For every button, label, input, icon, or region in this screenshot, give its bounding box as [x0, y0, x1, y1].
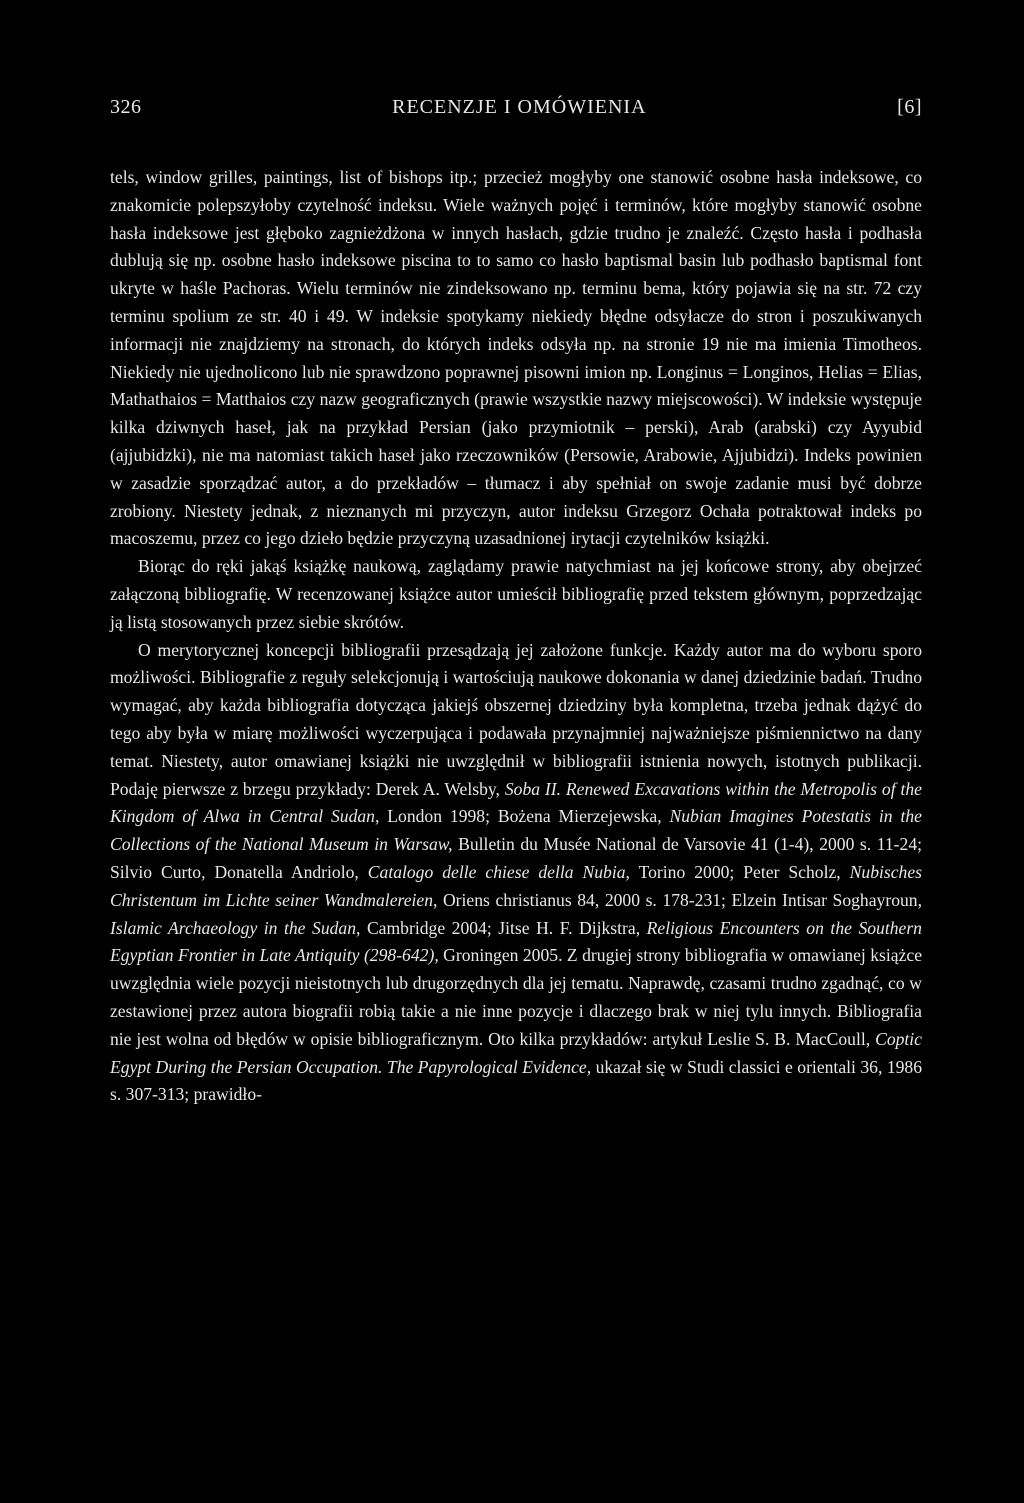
text-segment: O merytorycznej koncepcji bibliografii przesądzają jej założone funkcje. Każdy autor ma do wyboru sporo możliwości. Bibliografie z reguły selekcjonują i wartościują naukowe dokonania w danej dziedzinie badań. Trudno wymagać, aby każda bibliografia dotycząca jakiejś obszernej dziedziny była kompletna, trzeba jednak dążyć do tego aby była w miarę możliwości wyczerpująca i podawała przynajmniej najważniejsze piśmiennictwo na dany temat. Niestety, autor omawianej książki nie uwzględnił w bibliografii istnienia nowych, istotnych publikacji. Podaję pierwsze z brzegu przykłady: Derek A. Welsby, — [110, 639, 922, 799]
text-segment: tels, window grilles, paintings, list of bishops itp.; przecież mogłyby one stanowić osobne hasła indeksowe, co znakomicie polepszyłoby czytelność indeksu. Wiele ważnych pojęć i terminów, które mogłyby stanowić osobne hasła indeksowe jest głęboko zagnieżdżona w innych hasłach, gdzie trudno je znaleźć. Często hasła i podhasła dublują się np. osobne hasło indeksowe piscina to to samo co hasło baptismal basin lub podhasło baptismal font ukryte w haśle Pachoras. Wielu terminów nie zindeksowano np. terminu bema, który pojawia się na str. 72 czy terminu spolium ze str. 40 i 49. W indeksie spotykamy niekiedy błędne odsyłacze do stron i poszukiwanych informacji nie znajdziemy na stronach, do których indeks odsyła np. na stronie 19 nie ma imienia Timotheos. Niekiedy nie ujednolicono lub nie sprawdzono poprawnej pisowni imion np. Longinus = Longinos, Helias = Elias, Mathathaios = Matthaios czy nazw geograficznych (prawie wszystkie nazwy miejscowości). W indeksie występuje kilka dziwnych haseł, jak na przykład Persian (jako przymiotnik – perski), Arab (arabski) czy Ayyubid (ajjubidzki), nie ma natomiast takich haseł jako rzeczowników (Persowie, Arabowie, Ajjubidzi). Indeks powinien w zasadzie sporządzać autor, a do przekładów – tłumacz i aby spełniał on swoje zadanie musi być dobrze zrobiony. Niestety jednak, z nieznanych mi przyczyn, autor indeksu Grzegorz Ochała potraktował indeks po macoszemu, przez co jego dzieło będzie przyczyną uzasadnionej irytacji czytelników książki. — [110, 167, 922, 549]
italic-title: Religious Encounters on the Southern Egyptian Frontier in Late Antiquity (298-642) — [110, 917, 922, 966]
section-marker: [6] — [897, 96, 922, 118]
document-page — [110, 96, 922, 1109]
italic-title: Islamic Archaeology in the Sudan — [110, 917, 357, 938]
italic-title: Catalogo delle chiese della Nubia — [367, 861, 626, 882]
italic-title: Nubian Imagines Potestatis in the Collections of the National Museum in Warsaw, — [110, 806, 922, 855]
running-header — [110, 96, 922, 136]
text-segment: , Oriens christianus 84, 2000 s. 178-231; Elzein Intisar Soghayroun, — [433, 889, 922, 910]
text-segment: , London 1998; Bożena Mierzejewska, — [374, 806, 670, 827]
italic-title: Soba II. Renewed Excavations within the Metropolis of the Kingdom of Alwa in Central Sudan — [110, 778, 922, 827]
page-number: 326 — [110, 96, 142, 118]
text-segment: , Groningen 2005. Z drugiej strony bibliografia w omawianej książce uwzględnia wiele pozycji nieistotnych lub drugorzędnych dla jej tematu. Naprawdę, czasami trudno zgadnąć, co w zestawionej przez autora biografii robią takie a nie inne pozycje i dlaczego brak w niej tylu innych. Bibliografia nie jest wolna od błędów w opisie bibliograficznym. Oto kilka przykładów: artykuł Leslie S. B. MacCoull, — [110, 945, 923, 1049]
text-segment: ukazał się w Studi classici e orientali 36, 1986 s. 307-313; prawidło- — [110, 1056, 923, 1105]
paragraph — [110, 637, 922, 1110]
paragraph — [110, 553, 922, 636]
text-segment: , Torino 2000; Peter Scholz, — [625, 861, 850, 882]
text-segment: Biorąc do ręki jakąś książkę naukową, zaglądamy prawie natychmiast na jej końcowe strony, aby obejrzeć załączoną bibliografię. W recenzowanej książce autor umieścił bibliografię przed tekstem głównym, poprzedzając ją listą stosowanych przez siebie skrótów. — [110, 556, 922, 632]
running-title: RECENZJE I OMÓWIENIA — [392, 96, 647, 118]
text-segment: Bulletin du Musée National de Varsovie 41 (1-4), 2000 s. 11-24; Silvio Curto, Donatella Andriolo, — [110, 834, 922, 882]
paragraph — [110, 164, 922, 553]
text-segment: , Cambridge 2004; Jitse H. F. Dijkstra, — [356, 917, 647, 938]
italic-title: Nubisches Christentum im Lichte seiner Wandmalereien — [110, 861, 922, 910]
body-text — [110, 164, 922, 1109]
italic-title: Coptic Egypt During the Persian Occupation. The Papyrological Evidence, — [110, 1028, 922, 1077]
